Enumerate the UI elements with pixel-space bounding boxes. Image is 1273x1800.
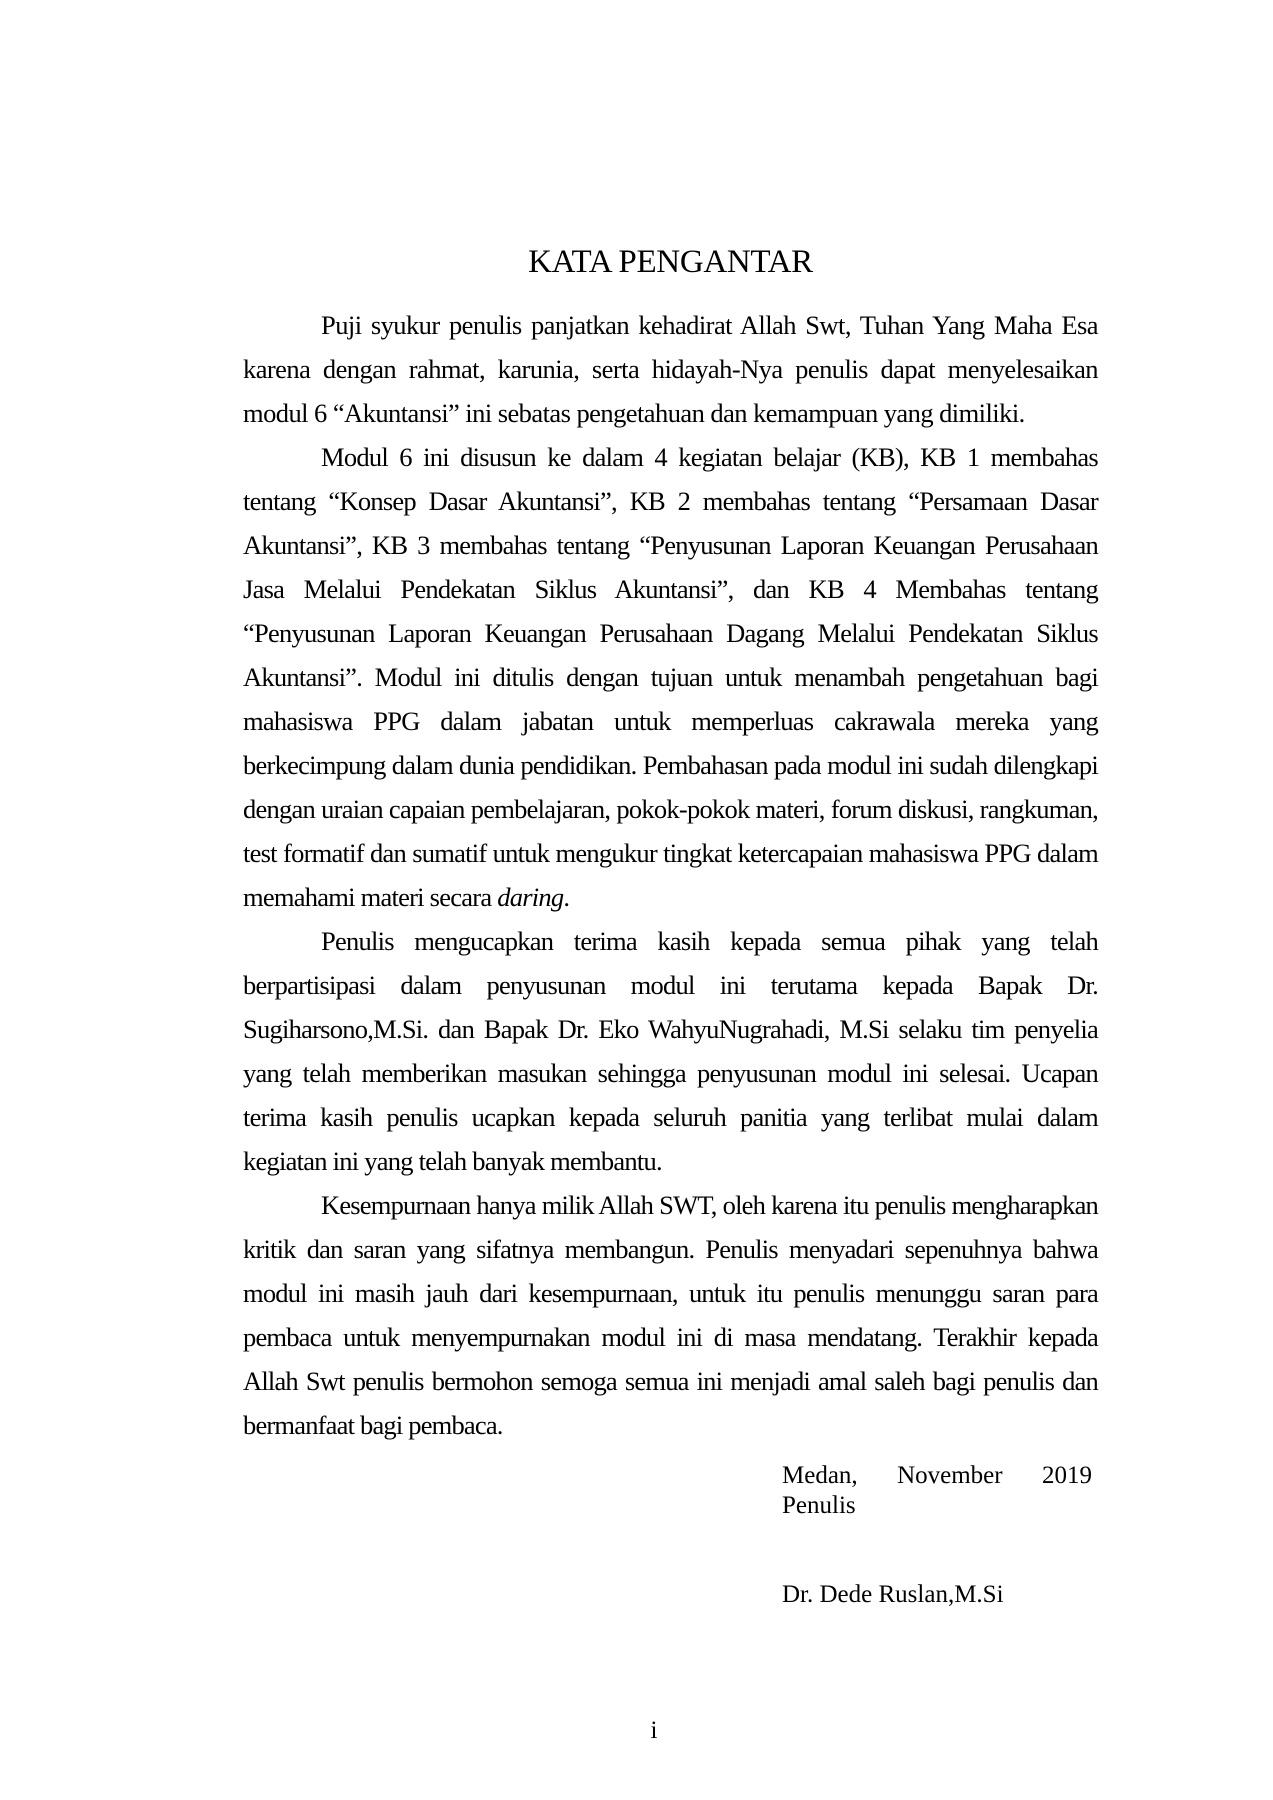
page-number: i <box>650 1717 658 1744</box>
paragraph-closing: Kesempurnaan hanya milik Allah SWT, oleh karena itu penulis mengharapkan kritik dan saran yang sifatnya membangun. Penulis menyadari sepenuhnya bahwa modul ini masih jauh dari kesempurnaan, untuk itu penulis menunggu saran para pembaca untuk menyempurnakan modul ini di masa mendatang. Terakhir kepada Allah Swt penulis bermohon semoga semua ini menjadi amal saleh bagi penulis dan bermanfaat bagi pembaca. <box>243 1190 1098 1440</box>
signature-month: November <box>897 1462 1003 1489</box>
signature-block <box>782 1461 1094 1610</box>
paragraph-module-structure-text: Modul 6 ini disusun ke dalam 4 kegiatan belajar (KB), KB 1 membahas tentang “Konsep Dasar Akuntansi”, KB 2 membahas tentang “Persamaan Dasar Akuntansi”, KB 3 membahas tentang “Penyusunan Laporan Keuangan Perusahaan Jasa Melalui Pendekatan Siklus Akuntansi”, dan KB 4 Membahas tentang “Penyusunan Laporan Keuangan Perusahaan Dagang Melalui Pendekatan Siklus Akuntansi”. Modul ini ditulis dengan tujuan untuk menambah pengetahuan bagi mahasiswa PPG dalam jabatan untuk memperluas cakrawala mereka yang berkecimpung dalam dunia pendidikan. Pembahasan pada modul ini sudah dilengkapi dengan uraian capaian pembelajaran, pokok-pokok materi, forum diskusi, rangkuman, test formatif dan sumatif untuk mengukur tingkat ketercapaian mahasiswa PPG dalam memahami materi secara <box>243 442 1098 912</box>
signature-role: Penulis <box>782 1492 856 1519</box>
page-title: KATA PENGANTAR <box>528 244 813 280</box>
signature-name: Dr. Dede Ruslan,M.Si <box>782 1581 1004 1608</box>
signature-date-line <box>782 1461 1092 1491</box>
paragraph-acknowledgements: Penulis mengucapkan terima kasih kepada semua pihak yang telah berpartisipasi dalam penyusunan modul ini terutama kepada Bapak Dr. Sugiharsono,M.Si. dan Bapak Dr. Eko WahyuNugrahadi, M.Si selaku tim penyelia yang telah memberikan masukan sehingga penyusunan modul ini selesai. Ucapan terima kasih penulis ucapkan kepada seluruh panitia yang terlibat mulai dalam kegiatan ini yang telah banyak membantu. <box>243 926 1098 1176</box>
paragraph-module-structure <box>243 435 1098 919</box>
body-text <box>243 303 1098 1447</box>
paragraph-intro: Puji syukur penulis panjatkan kehadirat Allah Swt, Tuhan Yang Maha Esa karena dengan rahmat, karunia, serta hidayah-Nya penulis dapat menyelesaikan modul 6 “Akuntansi” ini sebatas pengetahuan dan kemampuan yang dimiliki. <box>243 310 1098 428</box>
signature-year: 2019 <box>1041 1462 1092 1489</box>
signature-city: Medan, <box>782 1462 858 1489</box>
italic-term-daring: daring <box>497 882 564 912</box>
paragraph-end-period: . <box>563 882 570 912</box>
